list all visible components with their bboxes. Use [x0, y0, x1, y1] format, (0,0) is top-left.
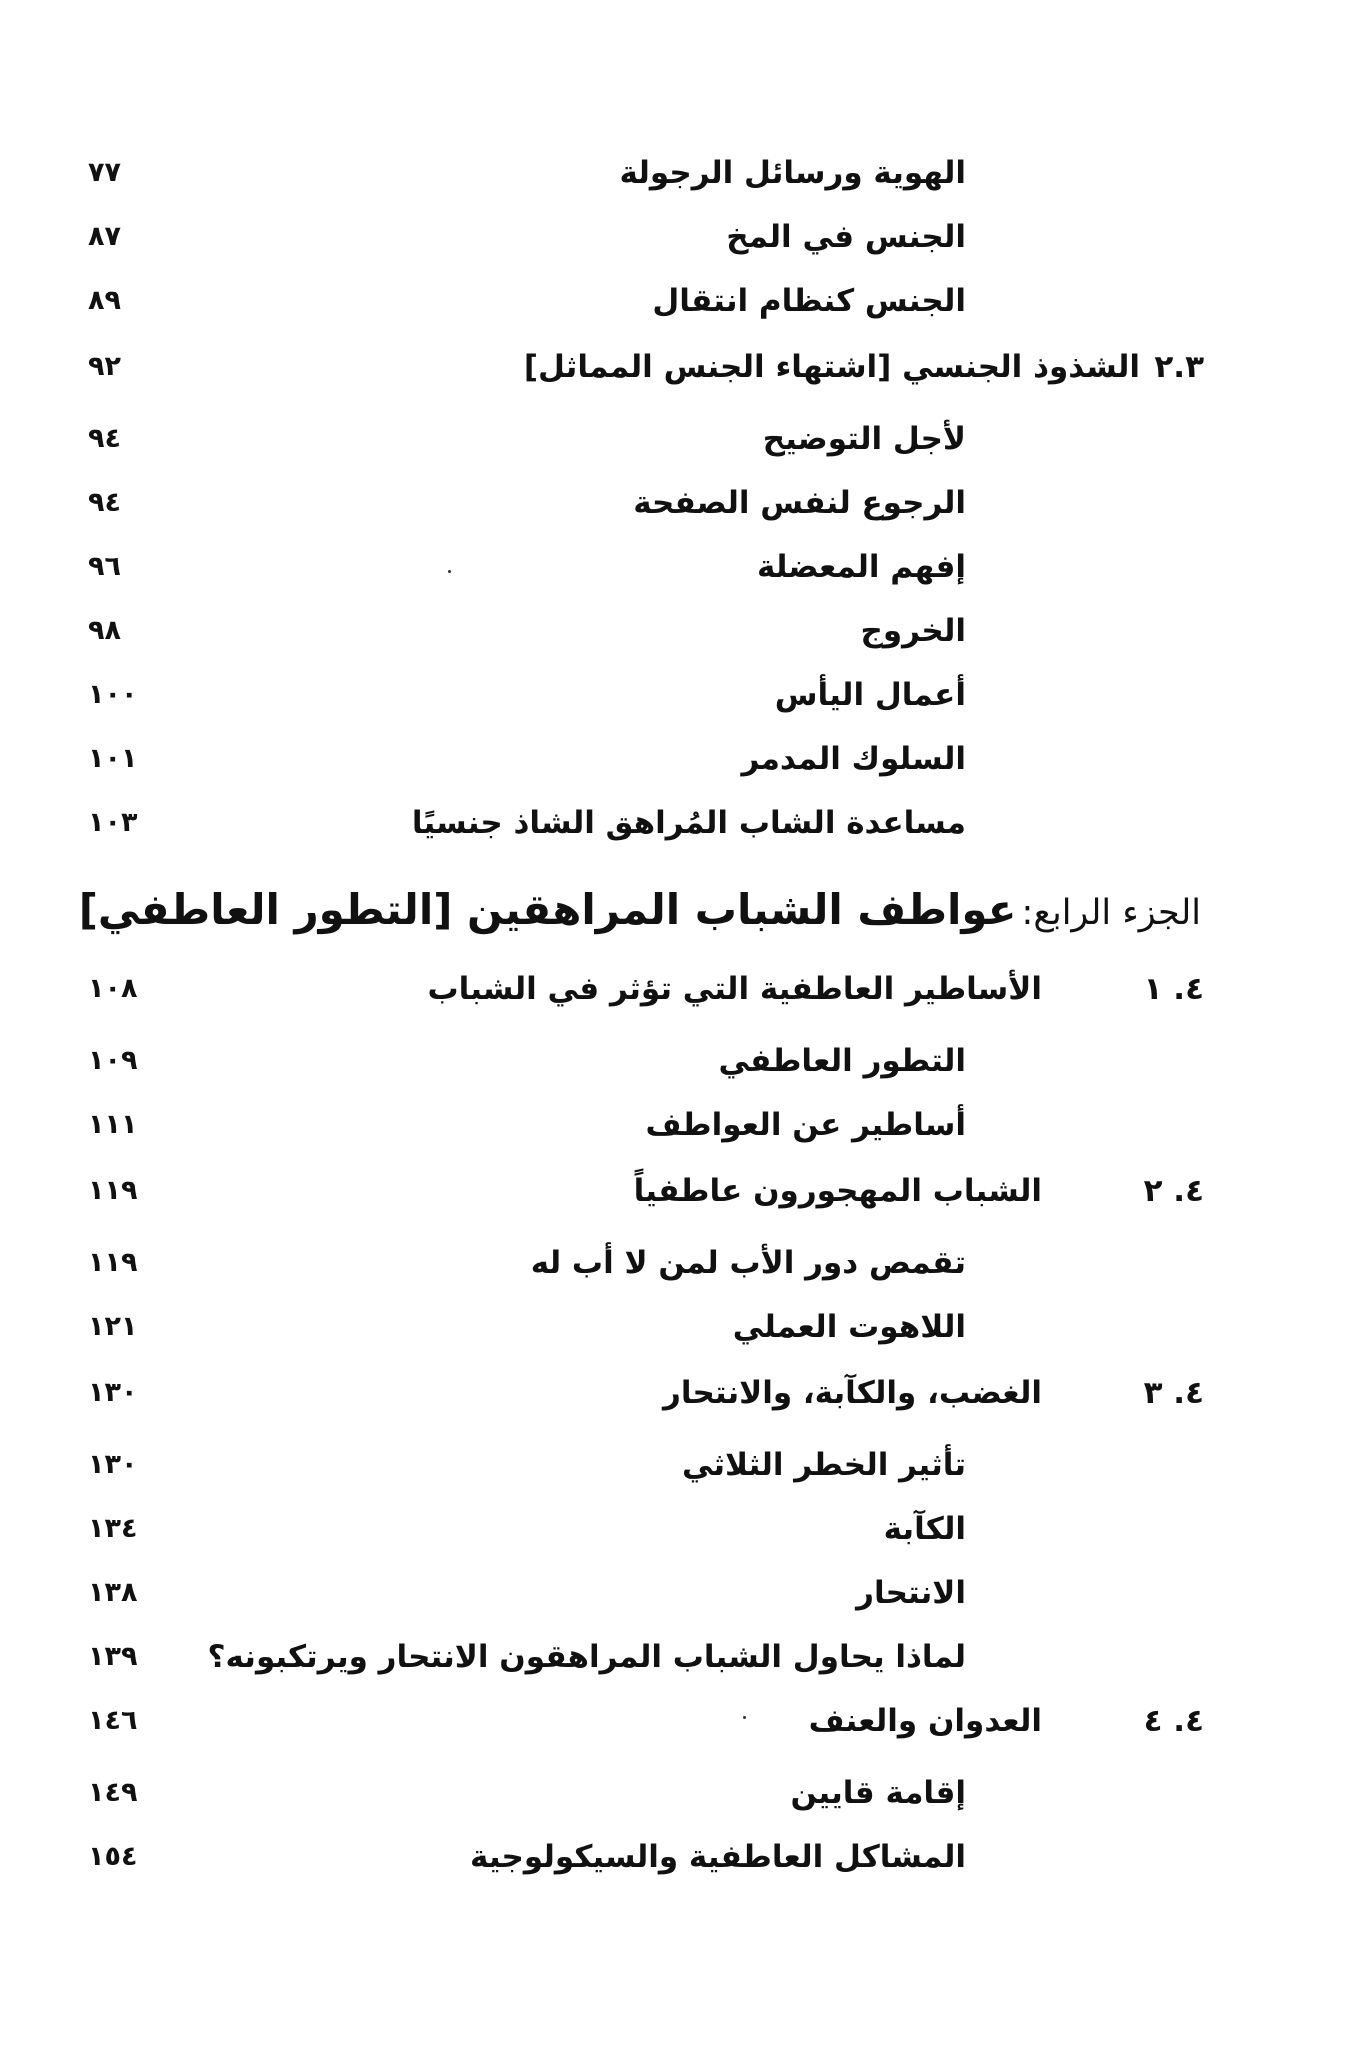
- entry-title: المشاكل العاطفية والسيكولوجية: [470, 1839, 966, 1875]
- toc-entry: [0, 212, 1364, 262]
- entry-title: اللاهوت العملي: [732, 1309, 966, 1345]
- entry-page-number: ١٤٩: [88, 1777, 138, 1808]
- part-title: عواطف الشباب المراهقين [التطور العاطفي]: [78, 885, 1017, 934]
- entry-title: مساعدة الشاب المُراهق الشاذ جنسيًا: [411, 805, 966, 841]
- entry-page-number: ١٣٩: [88, 1641, 138, 1672]
- entry-title: لأجل التوضيح: [762, 421, 966, 457]
- toc-entry: [0, 1568, 1364, 1618]
- entry-page-number: ١١٩: [88, 1175, 138, 1206]
- entry-title: أعمال اليأس: [774, 677, 966, 713]
- scan-speck: [743, 1716, 746, 1719]
- entry-page-number: ٩٤: [88, 487, 121, 518]
- toc-entry: [0, 670, 1364, 720]
- toc-entry: [0, 1100, 1364, 1150]
- entry-title: الكآبة: [883, 1511, 966, 1547]
- entry-title: الانتحار: [856, 1575, 966, 1611]
- part-heading: [79, 878, 1201, 942]
- entry-page-number: ١٠١: [88, 743, 138, 774]
- toc-entry: [0, 1238, 1364, 1288]
- entry-title: إفهم المعضلة: [756, 549, 966, 585]
- scan-speck: [448, 570, 451, 573]
- section-number: ٤. ١: [1143, 971, 1204, 1007]
- section-number: ٤. ٤: [1143, 1703, 1204, 1739]
- entry-page-number: ١٣٠: [88, 1449, 138, 1480]
- part-label: الجزء الرابع:: [1021, 893, 1201, 933]
- entry-page-number: ١٢١: [88, 1311, 138, 1342]
- entry-page-number: ١١١: [88, 1109, 138, 1140]
- entry-page-number: ٩٢: [88, 351, 121, 382]
- toc-entry: [0, 1504, 1364, 1554]
- toc-section-entry: [0, 964, 1364, 1014]
- toc-entry: [0, 542, 1364, 592]
- entry-title: الأساطير العاطفية التي تؤثر في الشباب: [427, 971, 1042, 1007]
- entry-title: الخروج: [860, 613, 966, 649]
- entry-title: الهوية ورسائل الرجولة: [619, 155, 966, 191]
- toc-section-entry: [0, 1696, 1364, 1746]
- toc-entry: [0, 148, 1364, 198]
- entry-page-number: ٧٧: [88, 157, 121, 188]
- entry-page-number: ١٥٤: [88, 1841, 138, 1872]
- toc-entry: [0, 606, 1364, 656]
- toc-entry: [0, 414, 1364, 464]
- entry-page-number: ١٤٦: [88, 1705, 138, 1736]
- toc-entry: [0, 1036, 1364, 1086]
- entry-page-number: ٩٨: [88, 615, 121, 646]
- entry-title: إقامة قايين: [790, 1775, 966, 1811]
- entry-title: لماذا يحاول الشباب المراهقون الانتحار ويرتكبونه؟: [207, 1639, 966, 1675]
- toc-section-entry: [0, 1166, 1364, 1216]
- entry-page-number: ١٣٤: [88, 1513, 138, 1544]
- toc-entry: [0, 734, 1364, 784]
- section-number: ٢.٣: [1154, 349, 1204, 385]
- toc-section-entry: [0, 1368, 1364, 1418]
- entry-title: تأثير الخطر الثلاثي: [682, 1447, 966, 1483]
- entry-page-number: ١٣٠: [88, 1377, 138, 1408]
- section-number: ٤. ٢: [1143, 1173, 1204, 1209]
- entry-page-number: ٩٤: [88, 423, 121, 454]
- entry-title: الشباب المهجورون عاطفياً: [633, 1173, 1042, 1209]
- toc-section-entry: [0, 342, 1364, 392]
- toc-entry: [0, 1632, 1364, 1682]
- entry-page-number: ١٠٨: [88, 973, 138, 1004]
- toc-entry: [0, 798, 1364, 848]
- entry-title: تقمص دور الأب لمن لا أب له: [530, 1245, 966, 1281]
- entry-page-number: ٩٦: [88, 551, 121, 582]
- entry-page-number: ١٠٩: [88, 1045, 138, 1076]
- entry-page-number: ١١٩: [88, 1247, 138, 1278]
- toc-entry: [0, 276, 1364, 326]
- entry-page-number: ١٠٣: [88, 807, 138, 838]
- entry-title: الجنس كنظام انتقال: [652, 283, 966, 319]
- entry-page-number: ١٠٠: [88, 679, 138, 710]
- entry-title: السلوك المدمر: [741, 741, 966, 777]
- entry-title: الغضب، والكآبة، والانتحار: [662, 1375, 1042, 1411]
- toc-entry: [0, 1768, 1364, 1818]
- toc-entry: [0, 478, 1364, 528]
- entry-title: التطور العاطفي: [718, 1043, 966, 1079]
- entry-title: الجنس في المخ: [726, 219, 966, 255]
- entry-page-number: ٨٧: [88, 221, 121, 252]
- entry-page-number: ١٣٨: [88, 1577, 138, 1608]
- section-number: ٤. ٣: [1143, 1375, 1204, 1411]
- toc-entry: [0, 1440, 1364, 1490]
- entry-title: الشذوذ الجنسي [اشتهاء الجنس المماثل]: [523, 349, 1140, 385]
- entry-title: العدوان والعنف: [808, 1703, 1042, 1739]
- entry-title: الرجوع لنفس الصفحة: [633, 485, 966, 521]
- entry-page-number: ٨٩: [88, 285, 121, 316]
- toc-entry: [0, 1832, 1364, 1882]
- toc-entry: [0, 1302, 1364, 1352]
- entry-title: أساطير عن العواطف: [645, 1107, 966, 1143]
